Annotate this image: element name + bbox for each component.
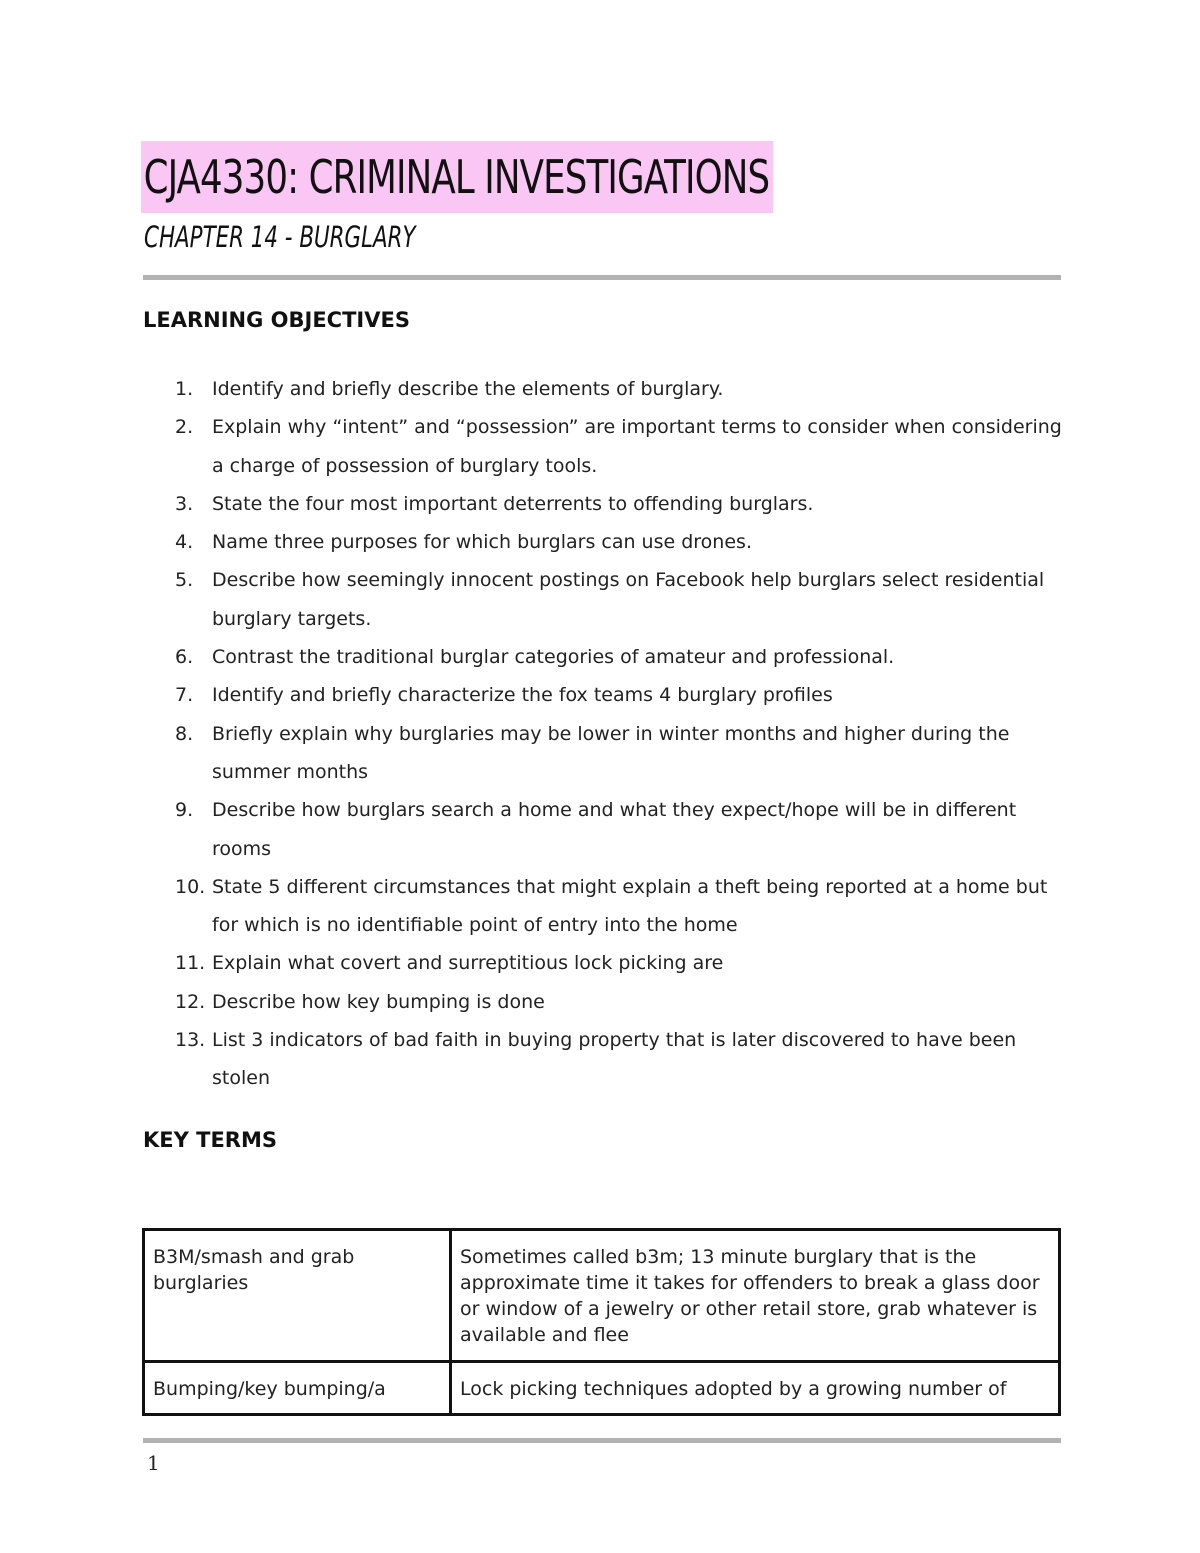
item-number: 13.: [175, 1029, 206, 1052]
item-number: 6.: [175, 646, 194, 669]
key-terms-heading: KEY TERMS: [143, 1128, 277, 1152]
list-item: [143, 791, 1073, 868]
item-text: List 3 indicators of bad faith in buying property that is later discovered to have been stolen: [212, 1029, 1017, 1090]
item-number: 9.: [175, 799, 194, 822]
item-number: 2.: [175, 416, 194, 439]
item-number: 12.: [175, 990, 206, 1013]
item-text: Describe how seemingly innocent postings on Facebook help burglars select residential burglary targets.: [212, 569, 1045, 630]
item-number: 8.: [175, 722, 194, 745]
list-item: [143, 408, 1073, 485]
item-number: 7.: [175, 684, 194, 707]
item-text: State 5 different circumstances that might explain a theft being reported at a home but for which is no identifiable point of entry into the home: [212, 875, 1048, 937]
list-item: [143, 983, 1073, 1021]
list-item: [143, 523, 1073, 561]
item-text: Identify and briefly describe the elements of burglary.: [212, 378, 724, 400]
item-text: State the four most important deterrents to offending burglars.: [212, 492, 814, 515]
item-text: Briefly explain why burglaries may be lower in winter months and higher during the summer months: [212, 722, 1010, 783]
list-item: [143, 676, 1073, 714]
list-item: [143, 868, 1073, 945]
term-cell: B3M/smash and grab burglaries: [144, 1230, 451, 1362]
list-item: [143, 715, 1073, 792]
list-item: [143, 944, 1073, 982]
key-terms-table: [142, 1228, 1061, 1416]
item-number: 5.: [175, 569, 194, 592]
definition-cell: Lock picking techniques adopted by a growing number of: [451, 1362, 1060, 1415]
item-text: Identify and briefly characterize the fox teams 4 burglary profiles: [212, 684, 833, 707]
header-divider: [143, 275, 1061, 280]
list-item: [143, 561, 1073, 638]
item-text: Contrast the traditional burglar categories of amateur and professional.: [212, 646, 895, 669]
chapter-title: CHAPTER 14 - BURGLARY: [144, 220, 416, 254]
item-number: 4.: [175, 531, 194, 554]
item-number: 11.: [175, 952, 206, 975]
item-text: Explain why “intent” and “possession” are important terms to consider when considering a charge of possession of burglary tools.: [212, 416, 1062, 477]
definition-cell: Sometimes called b3m; 13 minute burglary that is the approximate time it takes for offenders to break a glass door or window of a jewelry or other retail store, grab whatever is available and flee: [451, 1230, 1060, 1362]
list-item: [143, 485, 1073, 523]
footer-divider: [143, 1438, 1061, 1443]
learning-objectives-heading: LEARNING OBJECTIVES: [143, 308, 410, 332]
item-number: 1.: [175, 378, 194, 400]
item-number: 3.: [175, 492, 194, 515]
item-text: Name three purposes for which burglars can use drones.: [212, 531, 752, 554]
table-row: [144, 1230, 1060, 1362]
list-item: [143, 1021, 1073, 1098]
list-item: [143, 638, 1073, 676]
course-title: CJA4330: CRIMINAL INVESTIGATIONS: [141, 141, 773, 213]
table-row: [144, 1362, 1060, 1415]
item-number: 10.: [175, 875, 206, 898]
item-text: Explain what covert and surreptitious lock picking are: [212, 952, 724, 975]
item-text: Describe how burglars search a home and what they expect/hope will be in different rooms: [212, 799, 1017, 860]
list-item: [143, 370, 1073, 408]
learning-objectives-list: [143, 370, 1073, 1098]
term-cell: Bumping/key bumping/a: [144, 1362, 451, 1415]
item-text: Describe how key bumping is done: [212, 990, 545, 1013]
page-number: 1: [147, 1451, 160, 1475]
